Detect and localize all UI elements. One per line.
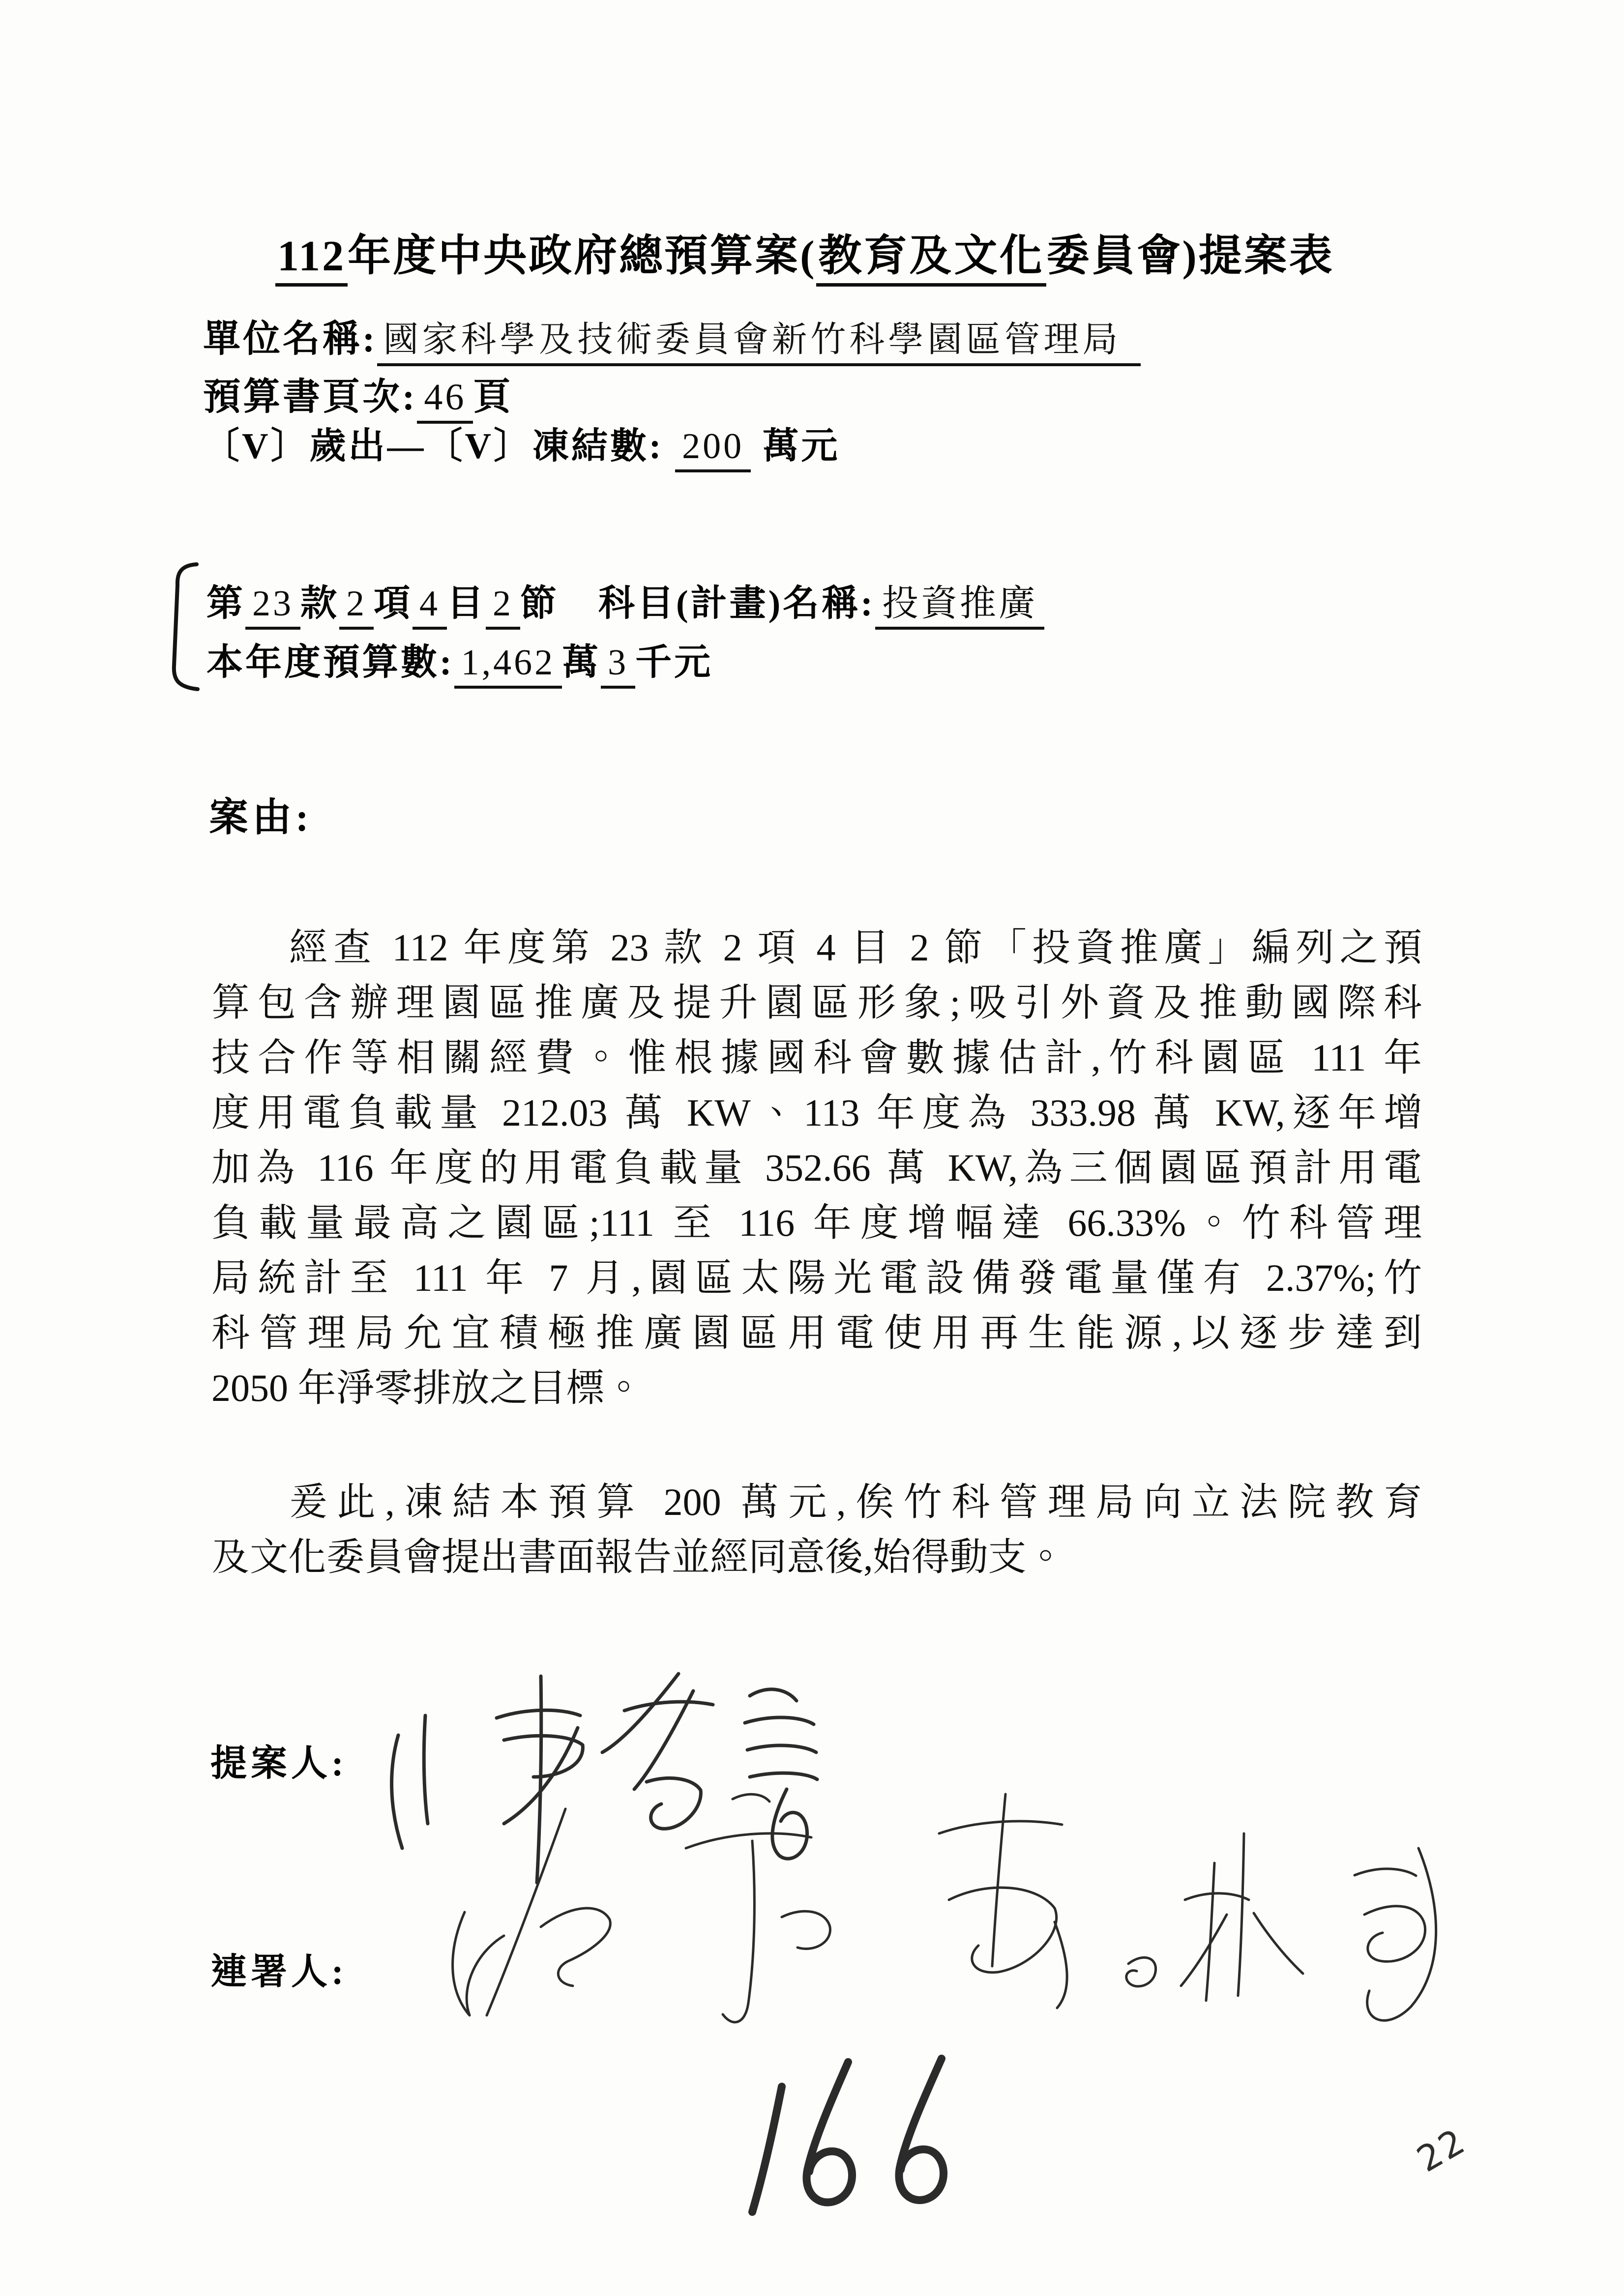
paragraph-line: 技合作等相關經費。惟根據國科會數據估計,竹科園區 111 年 xyxy=(211,1036,1422,1079)
freeze-amount-value: 200 xyxy=(675,426,751,472)
title-year: 112 xyxy=(275,233,348,287)
paragraph-line: 算包含辦理園區推廣及提升園區形象;吸引外資及推動國際科 xyxy=(211,981,1422,1024)
section-s1: 第 xyxy=(207,583,245,624)
paragraph-line: 加為 116 年度的用電負載量 352.66 萬 KW,為三個園區預計用電 xyxy=(211,1146,1422,1189)
unit-name-row xyxy=(203,309,1141,362)
paragraph-2 xyxy=(211,1475,1422,1585)
paragraph-1 xyxy=(211,920,1422,1416)
page-title xyxy=(275,221,1465,283)
paragraph-line: 2050 年淨零排放之目標。 xyxy=(211,1366,643,1409)
title-mid: 年度中央政府總預算案( xyxy=(348,233,817,280)
paragraph-line: 負載量最高之園區;111 至 116 年度增幅達 66.33%。竹科管理 xyxy=(211,1201,1422,1244)
section-n2: 2 xyxy=(339,583,374,630)
unit-name-value: 國家科學及技術委員會新竹科學園區管理局 xyxy=(377,320,1141,366)
freeze-dash: — xyxy=(387,426,426,466)
budget-page-unit: 頁 xyxy=(473,377,513,418)
expenditure-checkbox: 〔V〕 xyxy=(203,426,310,466)
section-n3: 4 xyxy=(413,583,447,630)
handwritten-page-number xyxy=(723,2050,969,2227)
budget-amount-u1: 萬 xyxy=(562,642,601,683)
freeze-checkbox: 〔V〕 xyxy=(426,426,532,466)
proposer-label: 提案人: xyxy=(210,1744,348,1784)
section-s2: 款 xyxy=(300,583,339,624)
section-n4: 2 xyxy=(486,583,520,630)
freeze-label: 凍結數: xyxy=(532,426,664,466)
cosigner-signatures xyxy=(418,1779,1475,2055)
budget-page-label: 預算書頁次: xyxy=(203,377,417,418)
section-s4: 目 xyxy=(447,583,486,624)
case-label: 案由: xyxy=(209,796,313,840)
corner-mark-handwritten: 22 xyxy=(1410,2120,1473,2180)
subject-name-value: 投資推廣 xyxy=(875,583,1044,630)
paragraph-line: 局統計至 111 年 7 月,園區太陽光電設備發電量僅有 2.37%;竹 xyxy=(211,1256,1422,1299)
paragraph-line: 及文化委員會提出書面報告並經同意後,始得動支。 xyxy=(211,1536,1065,1578)
budget-page-row xyxy=(203,367,513,420)
freeze-amount-unit: 萬元 xyxy=(762,426,840,466)
section-s3: 項 xyxy=(374,583,413,624)
section-left-bracket xyxy=(169,560,201,692)
title-tail: 委員會)提案表 xyxy=(1046,233,1334,280)
section-s5: 節 xyxy=(520,583,559,624)
section-n1: 23 xyxy=(245,583,300,630)
freeze-row xyxy=(203,417,840,469)
budget-amount-v1: 1,462 xyxy=(454,642,562,689)
budget-amount-label: 本年度預算數: xyxy=(207,642,454,683)
paragraph-line: 爰此,凍結本預算 200 萬元,俟竹科管理局向立法院教育 xyxy=(289,1481,1422,1523)
title-committee: 教育及文化 xyxy=(816,233,1046,287)
budget-page-value: 46 xyxy=(417,377,473,424)
paragraph-line: 度用電負載量 212.03 萬 KW、113 年度為 333.98 萬 KW,逐年增 xyxy=(211,1091,1422,1134)
paragraph-line: 科管理局允宜積極推廣園區用電使用再生能源,以逐步達到 xyxy=(211,1311,1422,1354)
budget-amount-v2: 3 xyxy=(601,642,635,689)
section-row xyxy=(207,574,1044,626)
paragraph-line: 經查 112 年度第 23 款 2 項 4 目 2 節「投資推廣」編列之預 xyxy=(289,926,1422,969)
unit-name-label: 單位名稱: xyxy=(203,319,378,360)
subject-name-label: 科目(計畫)名稱: xyxy=(598,583,875,624)
expenditure-label: 歲出 xyxy=(309,426,387,466)
budget-amount-row xyxy=(207,633,713,685)
cosigner-label: 連署人: xyxy=(210,1952,348,1992)
budget-amount-u2: 千元 xyxy=(635,642,713,683)
